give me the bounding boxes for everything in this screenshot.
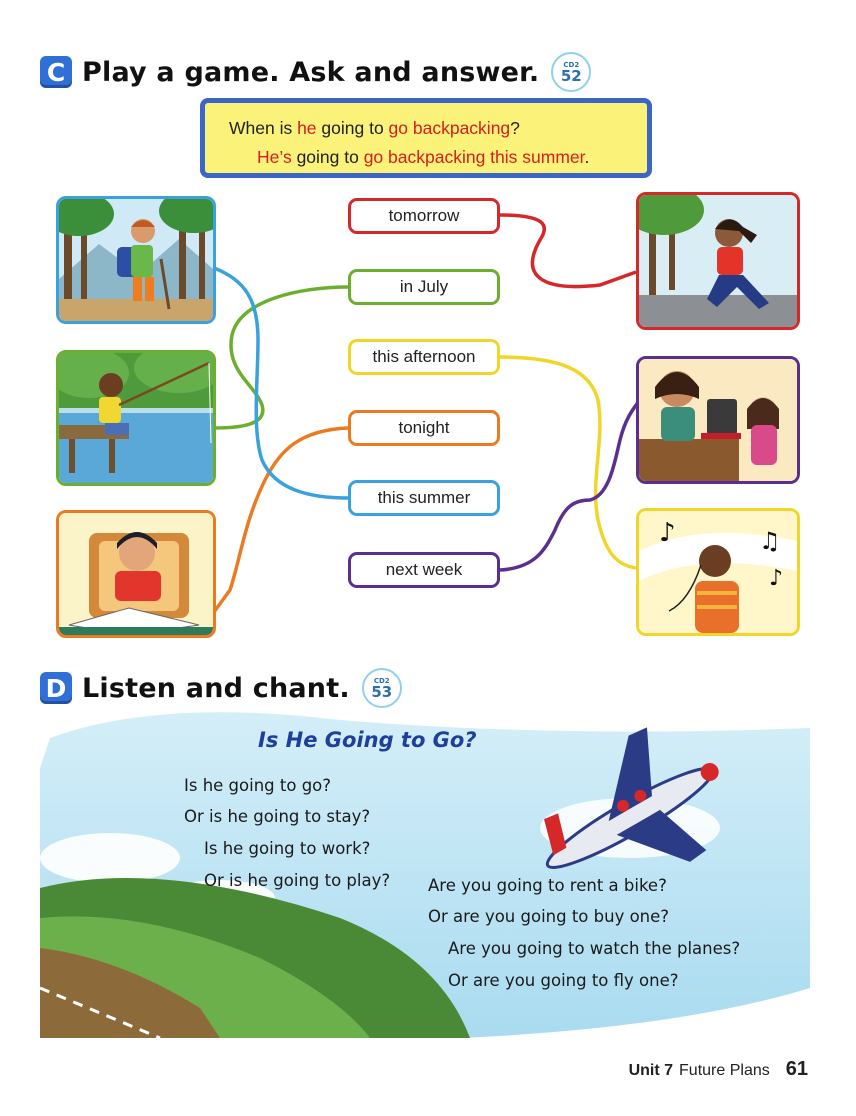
picture-boy-backpacking — [56, 196, 216, 324]
picture-boy-fishing — [56, 350, 216, 486]
cd-track-number: 53 — [371, 682, 393, 701]
chant-line: Are you going to rent a bike? — [428, 876, 667, 895]
picture-boy-listening-music — [636, 508, 800, 636]
time-label-next-week[interactable]: next week — [348, 552, 500, 588]
svg-text:♫: ♫ — [759, 527, 781, 555]
chant-illustration — [40, 708, 810, 1044]
line-this-summer — [214, 268, 348, 498]
chant-title: Is He Going to Go? — [258, 728, 477, 752]
section-letter-d: D — [40, 672, 72, 704]
picture-girl-with-teacher-computer — [636, 356, 800, 484]
page-footer — [629, 1058, 808, 1081]
cd-label: CD2 — [563, 60, 580, 69]
chant-line: Or is he going to stay? — [184, 807, 371, 826]
example-answer: He’s going to go backpacking this summer. — [257, 147, 590, 167]
chant-line: Is he going to go? — [184, 776, 332, 795]
line-tomorrow — [500, 215, 636, 287]
chant-line: Is he going to work? — [204, 839, 371, 858]
cd-track-number: 52 — [560, 66, 582, 85]
time-label-in-july[interactable]: in July — [348, 269, 500, 305]
chant-line: Or are you going to fly one? — [448, 971, 679, 990]
cd-label: CD2 — [373, 676, 390, 685]
time-label-this-afternoon[interactable]: this afternoon — [348, 339, 500, 375]
time-label-this-summer[interactable]: this summer — [348, 480, 500, 516]
section-d-heading — [40, 668, 402, 708]
section-d-title: Listen and chant. — [82, 672, 350, 704]
cd-track-badge[interactable] — [362, 668, 402, 708]
section-letter-c: C — [40, 56, 72, 88]
chant-line: Or is he going to play? — [204, 871, 391, 890]
example-question: When is he going to go backpacking? — [229, 118, 520, 138]
page-number: 61 — [785, 1058, 808, 1080]
line-next-week — [500, 400, 640, 570]
time-label-tonight[interactable]: tonight — [348, 410, 500, 446]
line-tonight — [214, 428, 348, 612]
footer-unit-title: Future Plans — [679, 1062, 770, 1079]
footer-unit: Unit 7 — [628, 1062, 674, 1079]
svg-text:♪: ♪ — [769, 566, 784, 591]
chant-line: Or are you going to buy one? — [428, 907, 670, 926]
picture-boy-studying — [56, 510, 216, 638]
section-c-title: Play a game. Ask and answer. — [82, 56, 540, 88]
chant-line: Are you going to watch the planes? — [448, 939, 741, 958]
svg-text:♪: ♪ — [659, 518, 676, 548]
line-in-july — [214, 287, 348, 428]
picture-girl-running — [636, 192, 800, 330]
time-label-tomorrow[interactable]: tomorrow — [348, 198, 500, 234]
